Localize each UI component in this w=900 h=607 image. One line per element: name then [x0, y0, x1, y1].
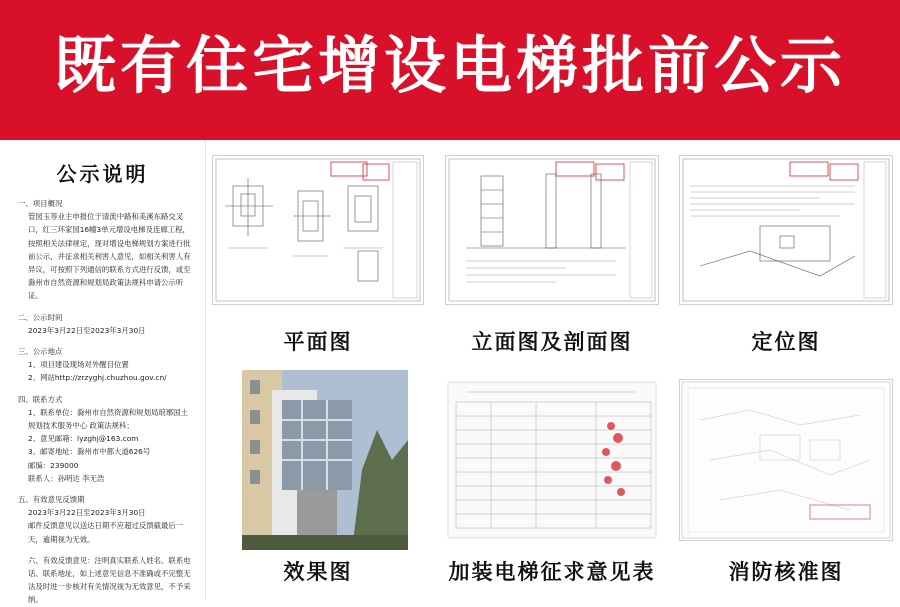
site-location-drawing	[680, 156, 892, 304]
notice-line: 2023年3月22日至2023年3月30日	[28, 325, 146, 335]
section-heading: 五、有效意见反馈期	[18, 495, 85, 505]
notice-line: 联系人：孙明达 李无浩	[28, 473, 105, 483]
title-banner	[0, 0, 900, 140]
notice-heading: 公示说明	[56, 162, 149, 186]
page-title: 既有住宅增设电梯批前公示	[53, 29, 846, 102]
panel-caption: 立面图及剖面图	[471, 330, 633, 354]
section-heading: 一、项目概况	[18, 199, 63, 208]
notice-line: 1、项目建设现场对外醒目位置	[28, 360, 129, 370]
notice-paragraph: 六、有效反馈意见：注明真实联系人姓名、联系电话、联系地址，如上述意见信息不准确或不完整无法及时进一步核对有关情况视为无效意见，不予采纳。	[28, 555, 191, 605]
panel-caption: 加装电梯征求意见表	[448, 560, 656, 584]
section-heading: 四、联系方式	[18, 394, 63, 404]
rendering-photo	[242, 370, 408, 550]
notice-panel	[0, 140, 206, 605]
section-heading: 二、公示时间	[18, 312, 63, 322]
fire-approval-drawing	[680, 380, 892, 540]
notice-line: 1、联系单位：滁州市自然资源和规划局琅琊国土规划技术服务中心 政策法规科；	[28, 407, 188, 431]
notice-body	[0, 197, 205, 607]
section-heading: 三、公示地点	[18, 347, 63, 357]
panel-caption: 平面图	[283, 330, 353, 354]
notice-line: 3、邮寄地址：滁州市中都大道626号	[28, 447, 151, 457]
panel-caption: 定位图	[751, 330, 821, 354]
floor-plan-drawing	[213, 156, 423, 304]
notice-line: 2023年3月22日至2023年3月30日	[28, 508, 146, 518]
panel-caption: 效果图	[283, 560, 353, 584]
elevation-section-drawing	[446, 156, 658, 304]
notice-line: 邮编：239000	[28, 460, 79, 470]
panel-caption: 消防核准图	[728, 560, 844, 584]
notice-line: 邮件反馈意见以送达日期不应超过反馈截最后一天，逾期视为无效。	[28, 521, 184, 544]
opinion-form-document	[446, 380, 658, 540]
notice-paragraph: 管园玉等业主申报位于清流中路和美溪东路交叉口，红三环家园16幢3单元增设电梯及连廊工程，按照相关法律规定，现对增设电梯规划方案进行批前公示，并征求相关利害人意见，如相关利害人有异议，可按照下列通信的联系方式进行反馈，或至滁州市自然资源和规划局政策法规科申请公示听证。	[28, 212, 191, 301]
notice-line: 2、网站http://zrzyghj.chuzhou.gov.cn/	[28, 373, 167, 383]
notice-line: 2、意见邮箱：lyzghj@163.com	[28, 434, 139, 444]
